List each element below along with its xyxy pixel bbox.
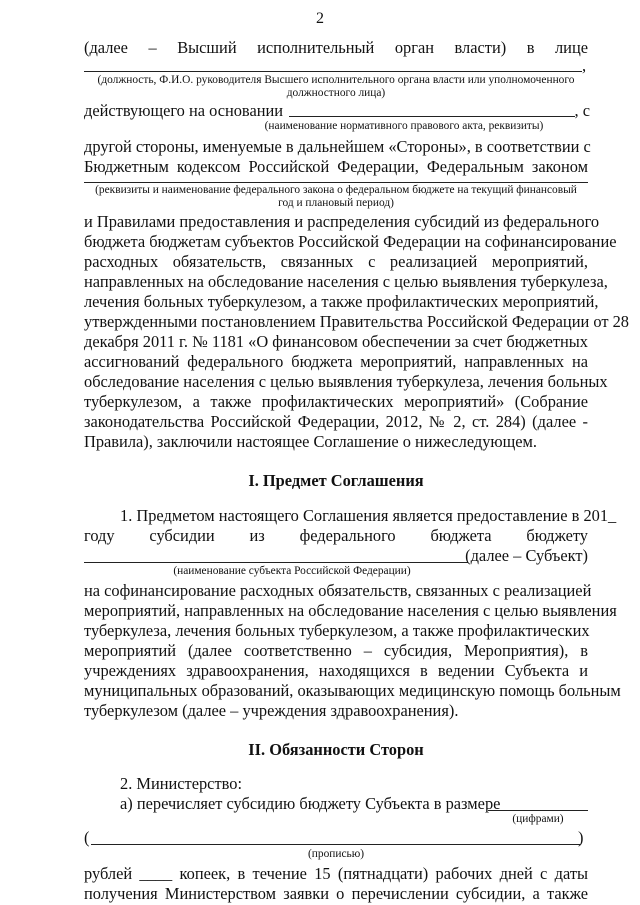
section-1-para-line: на софинансирование расходных обязательств, связанных с реализацией: [84, 581, 592, 600]
blank-line-amount-words: [91, 844, 580, 845]
intro-para-line: утвержденными постановлением Правительства Российской Федерации от 28: [84, 312, 629, 331]
intro-para-line: декабря 2011 г. № 1181 «О финансовом обеспечении за счет бюджетных: [84, 332, 588, 351]
caption-federal-law-b: год и плановый период): [278, 197, 394, 209]
page-number: 2: [316, 10, 324, 27]
intro-line-4: Бюджетным кодексом Российской Федерации, Федеральным законом: [84, 157, 588, 176]
section-2-line-last: получения Министерством заявки о перечислении субсидии, а также: [84, 884, 588, 903]
section-1-para-line: мероприятий, направленных на обследование населения с целью выявления: [84, 601, 617, 620]
intro-para-line-last: Правила), заключили настоящее Соглашение о нижеследующем.: [84, 432, 538, 451]
intro-para-line: лечения больных туберкулезом, а также профилактических мероприятий,: [84, 292, 599, 311]
intro-para-line: бюджета бюджетам субъектов Российской Федерации на софинансирование: [84, 232, 617, 251]
intro-para-line: обследование населения с целью выявления туберкулеза, лечения больных: [84, 372, 608, 391]
intro-para-line: расходных обязательств, связанных с реализацией мероприятий,: [84, 252, 588, 271]
caption-digits: (цифрами): [512, 813, 564, 825]
section-1-para-line: туберкулеза, лечения больных туберкулезом, а также профилактических: [84, 621, 590, 640]
intro-para-line: направленных на обследование населения с целью выявления туберкулеза,: [84, 272, 608, 291]
section-1-heading: I. Предмет Соглашения: [248, 471, 424, 490]
intro-line-1-comma: ,: [582, 56, 587, 75]
section-1-para-line: мероприятий (далее соответственно – субсидия, Мероприятия), в: [84, 641, 588, 660]
caption-federal-law-a: (реквизиты и наименование федерального закона о федеральном бюджете на текущий финансовый: [95, 184, 577, 196]
intro-para-line: законодательства Российской Федерации, 2012, № 2, ст. 284) (далее -: [84, 412, 588, 431]
intro-line-2: [84, 101, 588, 121]
paren-open: (: [84, 828, 90, 847]
section-2-item-2: 2. Министерство:: [120, 774, 243, 793]
caption-legal-act: (наименование нормативного правового акта, реквизиты): [264, 120, 544, 132]
section-1-para-line-last: туберкулезом (далее – учреждения здравоохранения).: [84, 701, 459, 720]
intro-para-line: и Правилами предоставления и распределения субсидий из федерального: [84, 212, 600, 231]
blank-line-legal-act: [289, 116, 575, 117]
section-1-line-2: году субсидии из федерального бюджета бюджету: [84, 526, 588, 545]
paren-close: ): [578, 828, 584, 847]
blank-line-amount-digits: [488, 810, 588, 811]
caption-subject-name: (наименование субъекта Российской Федерации): [173, 565, 411, 577]
section-1-para-line: муниципальных образований, оказывающих медицинскую помощь больным: [84, 681, 621, 700]
section-1-line-1: 1. Предметом настоящего Соглашения является предоставление в 201_: [120, 506, 617, 525]
caption-official-a: (должность, Ф.И.О. руководителя Высшего исполнительного органа власти или уполномоченного: [97, 74, 575, 86]
caption-words: (прописью): [307, 848, 365, 860]
intro-para-line: туберкулезом, а также профилактических мероприятий» (Собрание: [84, 392, 588, 411]
blank-line-official: [84, 71, 582, 72]
section-1-para-line: учреждениях здравоохранения, находящихся в ведении Субъекта и: [84, 661, 588, 680]
section-2-item-a: а) перечисляет субсидию бюджету Субъекта в размере: [120, 794, 501, 813]
intro-line-2-end: , с: [574, 101, 590, 120]
intro-line-1: (далее – Высший исполнительный орган власти) в лице: [84, 38, 588, 57]
intro-line-3: другой стороны, именуемые в дальнейшем «Стороны», в соответствии с: [84, 137, 591, 156]
section-1-line-3-end: (далее – Субъект): [465, 546, 588, 565]
section-2-heading: II. Обязанности Сторон: [248, 740, 424, 759]
intro-para-line: ассигнований федерального бюджета мероприятий, направленных на: [84, 352, 588, 371]
intro-line-2-start: действующего на основании: [84, 101, 284, 120]
caption-official-b: должностного лица): [286, 87, 386, 99]
section-2-line-rub: рублей ____ копеек, в течение 15 (пятнадцати) рабочих дней с даты: [84, 864, 588, 883]
